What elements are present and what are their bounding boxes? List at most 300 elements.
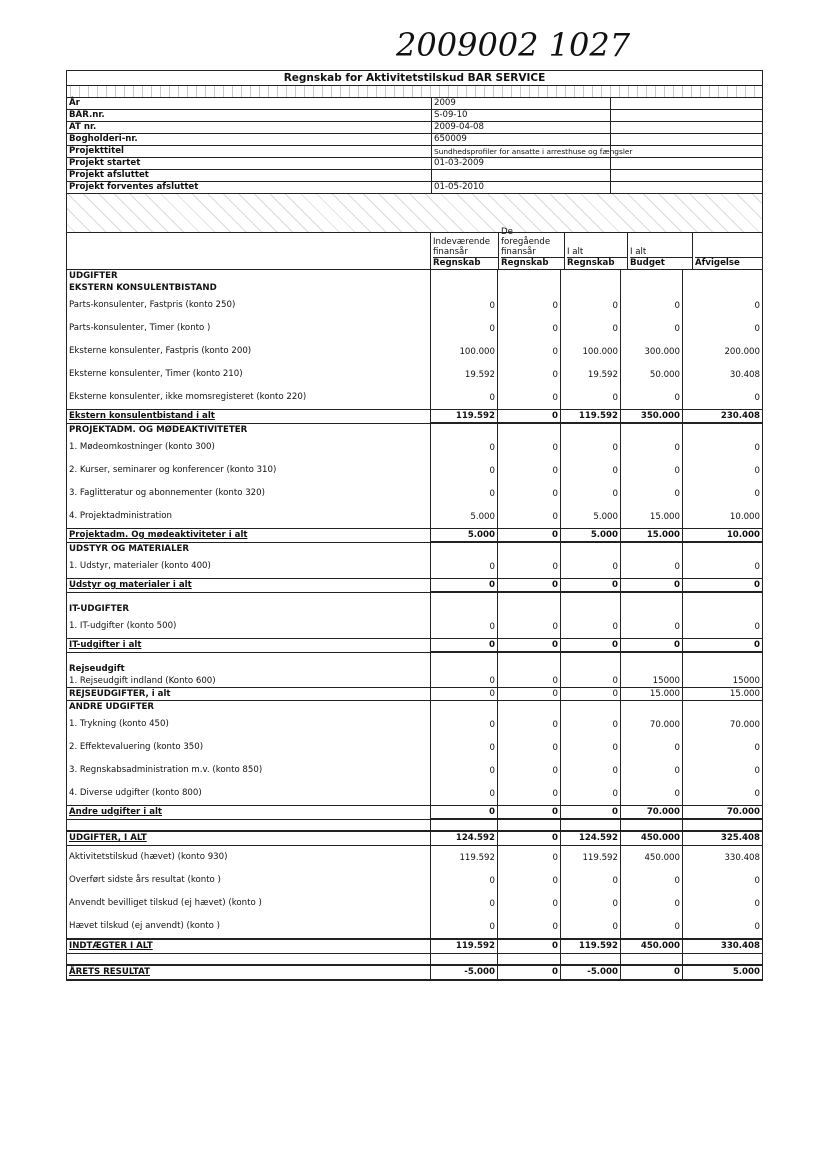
cell-value: [498, 270, 561, 282]
cell-value: [498, 593, 561, 603]
cell-value: 0: [498, 436, 561, 459]
table-row: [67, 340, 762, 363]
cell-value: [431, 820, 498, 830]
cell-value: [561, 653, 621, 663]
cell-value: 0: [621, 966, 683, 979]
cell-value: [561, 593, 621, 603]
cell-value: 0: [561, 459, 621, 482]
info-key: Bogholderi-nr.: [67, 134, 432, 145]
cell-value: [431, 424, 498, 436]
cell-value: 0: [754, 766, 760, 776]
section-header: [67, 282, 762, 294]
cell-value: 0: [621, 579, 683, 592]
row-label: 1. Mødeomkostninger (konto 300): [67, 436, 431, 459]
cell-value: 0: [431, 459, 498, 482]
cell-value: 230.408: [683, 410, 762, 423]
info-row: [67, 98, 762, 110]
table-row: [67, 555, 762, 578]
cell-value: 0: [621, 555, 683, 578]
cell-value: [683, 593, 762, 603]
cell-value: 0: [561, 782, 621, 805]
section-header: [67, 603, 762, 615]
total-row: [67, 830, 762, 846]
cell-value: 0: [621, 294, 683, 317]
cell-value: 0: [754, 622, 760, 632]
cell-value: 0: [431, 555, 498, 578]
cell-value: 0: [498, 675, 561, 687]
cell-value: 15.000: [621, 688, 683, 700]
cell-value: 0: [498, 759, 561, 782]
section-header: [67, 270, 762, 282]
cell-value: 0: [498, 940, 561, 953]
cell-value: 0: [431, 294, 498, 317]
cell-value: 0: [621, 436, 683, 459]
cell-value: 0: [498, 363, 561, 386]
cell-value: [431, 663, 498, 675]
info-value: [432, 170, 611, 181]
cell-value: 0: [561, 482, 621, 505]
cell-value: 119.592: [561, 846, 621, 869]
cell-value: 0: [561, 317, 621, 340]
cell-value: [431, 701, 498, 713]
row-label: Aktivitetstilskud (hævet) (konto 930): [67, 846, 431, 869]
row-label: PROJEKTADM. OG MØDEAKTIVITETER: [67, 424, 431, 436]
cell-value: 0: [498, 736, 561, 759]
table-row: [67, 386, 762, 409]
row-label: Anvendt bevilliget tilskud (ej hævet) (konto ): [67, 892, 431, 915]
cell-value: 19.592: [561, 363, 621, 386]
cell-value: 0: [498, 529, 561, 542]
cell-value: [498, 543, 561, 555]
row-label: Hævet tilskud (ej anvendt) (konto ): [67, 915, 431, 938]
row-label: Parts-konsulenter, Fastpris (konto 250): [67, 294, 431, 317]
cell-value: 200.000: [724, 347, 760, 357]
table-row: [67, 317, 762, 340]
cell-value: [683, 820, 762, 830]
total-row: [67, 964, 762, 980]
cell-value: 0: [561, 579, 621, 592]
cell-value: 10.000: [683, 529, 762, 542]
table-row: [67, 459, 762, 482]
cell-value: [498, 424, 561, 436]
cell-value: 325.408: [720, 833, 760, 843]
cell-value: 0: [498, 505, 561, 528]
cell-value: 0: [621, 892, 683, 915]
row-label: [67, 593, 431, 603]
info-key: Projekttitel: [67, 146, 432, 157]
cell-value: 0: [498, 555, 561, 578]
cell-value: [561, 543, 621, 555]
cell-value: 0: [561, 759, 621, 782]
row-label: 1. Trykning (konto 450): [67, 713, 431, 736]
cell-value: 0: [683, 579, 762, 592]
cell-value: [621, 543, 683, 555]
cell-value: [498, 820, 561, 830]
cell-value: [561, 701, 621, 713]
cell-value: 0: [498, 459, 561, 482]
cell-value: 0: [561, 615, 621, 638]
row-label: Overført sidste års resultat (konto ): [67, 869, 431, 892]
row-label: Andre udgifter i alt: [67, 806, 431, 819]
cell-value: 0: [498, 615, 561, 638]
cell-value: [621, 593, 683, 603]
table-row: [67, 505, 762, 528]
handwritten-reference-number: [392, 18, 631, 66]
cell-value: 0: [754, 922, 760, 932]
column-header: [67, 227, 762, 270]
cell-value: 0: [754, 743, 760, 753]
cell-value: [621, 653, 683, 663]
table-row: [67, 593, 762, 603]
cell-value: [683, 282, 762, 294]
cell-value: [621, 270, 683, 282]
cell-value: 350.000: [621, 410, 683, 423]
cell-value: 0: [431, 482, 498, 505]
cell-value: 0: [498, 713, 561, 736]
info-key: BAR.nr.: [67, 110, 432, 121]
table-row: [67, 482, 762, 505]
cell-value: 0: [431, 892, 498, 915]
row-label: INDTÆGTER I ALT: [67, 940, 431, 953]
table-row: [67, 363, 762, 386]
cell-value: 70.000: [621, 806, 683, 819]
sheet-title: Regnskab for Aktivitetstilskud BAR SERVICE: [67, 71, 762, 86]
col-deviation: Afvigelse: [693, 233, 762, 269]
cell-value: [561, 424, 621, 436]
cell-value: 0: [431, 869, 498, 892]
cell-value: 450.000: [621, 940, 683, 953]
cell-value: 0: [621, 736, 683, 759]
cell-value: [621, 820, 683, 830]
cell-value: 70.000: [621, 713, 683, 736]
cell-value: 0: [621, 615, 683, 638]
cell-value: 0: [498, 892, 561, 915]
row-label: 2. Kurser, seminarer og konferencer (konto 310): [67, 459, 431, 482]
cell-value: 119.592: [561, 940, 621, 953]
cell-value: [498, 663, 561, 675]
cell-value: 119.592: [431, 846, 498, 869]
cell-value: 30.408: [729, 370, 760, 380]
row-label: Parts-konsulenter, Timer (konto ): [67, 317, 431, 340]
accounts-table: [67, 270, 762, 980]
cell-value: [683, 663, 762, 675]
cell-value: 124.592: [431, 832, 498, 845]
cell-value: 5.000: [431, 505, 498, 528]
info-value: Sundhedsprofiler for ansatte i arresthuse og fængsler: [434, 147, 633, 156]
info-row: [67, 134, 762, 146]
row-label: Projektadm. Og mødeaktiviteter i alt: [67, 529, 431, 542]
info-value: S-09-10: [432, 110, 611, 121]
cell-value: 0: [498, 782, 561, 805]
table-row: [67, 820, 762, 830]
cell-value: 0: [561, 688, 621, 700]
cell-value: 5.000: [561, 529, 621, 542]
row-label: [67, 653, 431, 663]
cell-value: 450.000: [621, 846, 683, 869]
row-label: Udstyr og materialer i alt: [67, 579, 431, 592]
cell-value: 0: [621, 869, 683, 892]
cell-value: 0: [498, 966, 561, 979]
col-total-budget: I alt Budget: [628, 233, 693, 269]
info-row: [67, 146, 762, 158]
cell-value: 5.000: [561, 505, 621, 528]
cell-value: [431, 593, 498, 603]
cell-value: [683, 543, 762, 555]
cell-value: 0: [561, 386, 621, 409]
cell-value: 0: [498, 869, 561, 892]
section-header: [67, 663, 762, 675]
info-key: AT nr.: [67, 122, 432, 133]
scan-noise-strip: [67, 86, 762, 98]
table-row: [67, 294, 762, 317]
cell-value: 0: [621, 639, 683, 652]
cell-value: 0: [431, 579, 498, 592]
cell-value: 0: [561, 436, 621, 459]
info-key: Projekt startet: [67, 158, 432, 169]
cell-value: 119.592: [431, 940, 498, 953]
cell-value: [561, 603, 621, 615]
cell-value: 119.592: [431, 410, 498, 423]
cell-value: [683, 270, 762, 282]
row-label: 4. Diverse udgifter (konto 800): [67, 782, 431, 805]
row-label: 4. Projektadministration: [67, 505, 431, 528]
table-row: [67, 736, 762, 759]
cell-value: 0: [498, 294, 561, 317]
scan-noise-band: [67, 194, 762, 233]
cell-value: [561, 663, 621, 675]
cell-value: 124.592: [561, 832, 621, 845]
cell-value: [561, 954, 621, 964]
cell-value: [561, 270, 621, 282]
row-label: [67, 820, 431, 830]
row-label: UDSTYR OG MATERIALER: [67, 543, 431, 555]
cell-value: [431, 270, 498, 282]
info-value: 01-03-2009: [432, 158, 611, 169]
col-total-accounts: I alt Regnskab: [565, 233, 628, 269]
cell-value: 0: [561, 675, 621, 687]
section-header: [67, 543, 762, 555]
row-label: Eksterne konsulenter, ikke momsregisteret (konto 220): [67, 386, 431, 409]
row-label: IT-UDGIFTER: [67, 603, 431, 615]
cell-value: [498, 282, 561, 294]
cell-value: [683, 954, 762, 964]
row-label: IT-udgifter i alt: [67, 639, 431, 652]
cell-value: 0: [621, 782, 683, 805]
row-label: UDGIFTER: [67, 270, 431, 282]
cell-value: [621, 424, 683, 436]
cell-value: 0: [431, 436, 498, 459]
cell-value: 10.000: [729, 512, 760, 522]
cell-value: 100.000: [431, 340, 498, 363]
cell-value: [621, 603, 683, 615]
cell-value: 330.408: [724, 853, 760, 863]
cell-value: 0: [498, 639, 561, 652]
cell-value: 0: [621, 386, 683, 409]
cell-value: 0: [431, 736, 498, 759]
cell-value: 0: [754, 489, 760, 499]
table-row: [67, 782, 762, 805]
cell-value: [498, 701, 561, 713]
row-label: ÅRETS RESULTAT: [67, 966, 431, 979]
section-header: [67, 424, 762, 436]
cell-value: 0: [431, 782, 498, 805]
cell-value: 0: [431, 386, 498, 409]
total-row: [67, 578, 762, 593]
cell-value: [561, 282, 621, 294]
cell-value: 0: [561, 869, 621, 892]
total-row: [67, 938, 762, 954]
cell-value: 0: [431, 675, 498, 687]
cell-value: 5.000: [732, 967, 760, 977]
cell-value: 119.592: [561, 410, 621, 423]
cell-value: 15.000: [729, 689, 760, 699]
cell-value: 5.000: [431, 529, 498, 542]
cell-value: [683, 701, 762, 713]
cell-value: 0: [561, 639, 621, 652]
cell-value: 0: [561, 892, 621, 915]
col-current-year: Indeværende finansår Regnskab: [431, 233, 499, 269]
cell-value: 0: [431, 713, 498, 736]
row-label: ANDRE UDGIFTER: [67, 701, 431, 713]
cell-value: 0: [621, 482, 683, 505]
info-row: [67, 170, 762, 182]
row-label: 1. Rejseudgift indland (Konto 600): [67, 675, 431, 687]
row-label: UDGIFTER, I ALT: [67, 832, 431, 845]
cell-value: 0: [754, 562, 760, 572]
cell-value: 0: [561, 294, 621, 317]
row-label: 3. Faglitteratur og abonnementer (konto 320): [67, 482, 431, 505]
table-row: [67, 615, 762, 638]
cell-value: [431, 653, 498, 663]
cell-value: 0: [431, 688, 498, 700]
row-label: Eksterne konsulenter, Timer (konto 210): [67, 363, 431, 386]
cell-value: 300.000: [621, 340, 683, 363]
cell-value: [683, 603, 762, 615]
cell-value: 0: [683, 639, 762, 652]
cell-value: 0: [621, 759, 683, 782]
cell-value: [498, 653, 561, 663]
svg-text:2009002 1027: 2009002 1027: [396, 26, 631, 64]
cell-value: 15.000: [621, 505, 683, 528]
cell-value: 0: [498, 579, 561, 592]
cell-value: [431, 954, 498, 964]
table-row: [67, 869, 762, 892]
info-value: 2009-04-08: [432, 122, 611, 133]
row-label: Ekstern konsulentbistand i alt: [67, 410, 431, 423]
cell-value: 70.000: [729, 720, 760, 730]
info-key: År: [67, 98, 432, 109]
cell-value: [683, 653, 762, 663]
cell-value: 0: [498, 340, 561, 363]
cell-value: 0: [754, 876, 760, 886]
total-row: [67, 638, 762, 653]
cell-value: 0: [754, 443, 760, 453]
cell-value: 0: [431, 615, 498, 638]
cell-value: 0: [621, 459, 683, 482]
cell-value: 0: [498, 482, 561, 505]
cell-value: 0: [431, 915, 498, 938]
cell-value: 15000: [621, 675, 683, 687]
info-row: [67, 110, 762, 122]
table-row: [67, 436, 762, 459]
cell-value: 0: [431, 317, 498, 340]
row-label: [67, 954, 431, 964]
info-key: Projekt afsluttet: [67, 170, 432, 181]
cell-value: 0: [754, 393, 760, 403]
row-label: 1. Udstyr, materialer (konto 400): [67, 555, 431, 578]
cell-value: [498, 954, 561, 964]
table-row: [67, 915, 762, 938]
cell-value: 70.000: [683, 806, 762, 819]
accounting-sheet: [66, 70, 763, 981]
cell-value: 0: [561, 915, 621, 938]
total-row: [67, 409, 762, 424]
cell-value: 0: [561, 736, 621, 759]
cell-value: [498, 603, 561, 615]
cell-value: 0: [431, 639, 498, 652]
cell-value: 0: [498, 846, 561, 869]
info-row: [67, 158, 762, 170]
row-label: 3. Regnskabsadministration m.v. (konto 850): [67, 759, 431, 782]
table-row: [67, 846, 762, 869]
cell-value: 0: [754, 466, 760, 476]
cell-value: 330.408: [720, 941, 760, 951]
cell-value: [683, 424, 762, 436]
cell-value: 50.000: [621, 363, 683, 386]
section-header: [67, 701, 762, 713]
info-row: [67, 182, 762, 194]
cell-value: [431, 543, 498, 555]
table-row: [67, 713, 762, 736]
cell-value: [621, 954, 683, 964]
table-row: [67, 954, 762, 964]
cell-value: 15000: [732, 676, 760, 686]
cell-value: [621, 701, 683, 713]
total-row: [67, 805, 762, 820]
cell-value: [431, 282, 498, 294]
cell-value: 0: [561, 713, 621, 736]
cell-value: 0: [431, 806, 498, 819]
cell-value: [561, 820, 621, 830]
cell-value: 0: [561, 555, 621, 578]
col-previous-years: De foregående finansår Regnskab: [499, 233, 565, 269]
row-label: 1. IT-udgifter (konto 500): [67, 615, 431, 638]
cell-value: 15.000: [621, 529, 683, 542]
row-label: EKSTERN KONSULENTBISTAND: [67, 282, 431, 294]
cell-value: 0: [754, 899, 760, 909]
table-row: [67, 892, 762, 915]
cell-value: 19.592: [431, 363, 498, 386]
row-label: Eksterne konsulenter, Fastpris (konto 200): [67, 340, 431, 363]
cell-value: 0: [498, 688, 561, 700]
info-value: 01-05-2010: [432, 182, 611, 193]
cell-value: 450.000: [621, 832, 683, 845]
info-value: 650009: [432, 134, 611, 145]
table-row: [67, 675, 762, 687]
cell-value: 0: [754, 324, 760, 334]
cell-value: 0: [561, 806, 621, 819]
cell-value: 0: [431, 759, 498, 782]
cell-value: 0: [754, 789, 760, 799]
info-row: [67, 122, 762, 134]
cell-value: [431, 603, 498, 615]
cell-value: 0: [498, 317, 561, 340]
cell-value: 0: [498, 386, 561, 409]
cell-value: 0: [498, 915, 561, 938]
table-row: [67, 687, 762, 701]
cell-value: 0: [498, 806, 561, 819]
row-label: Rejseudgift: [67, 663, 431, 675]
